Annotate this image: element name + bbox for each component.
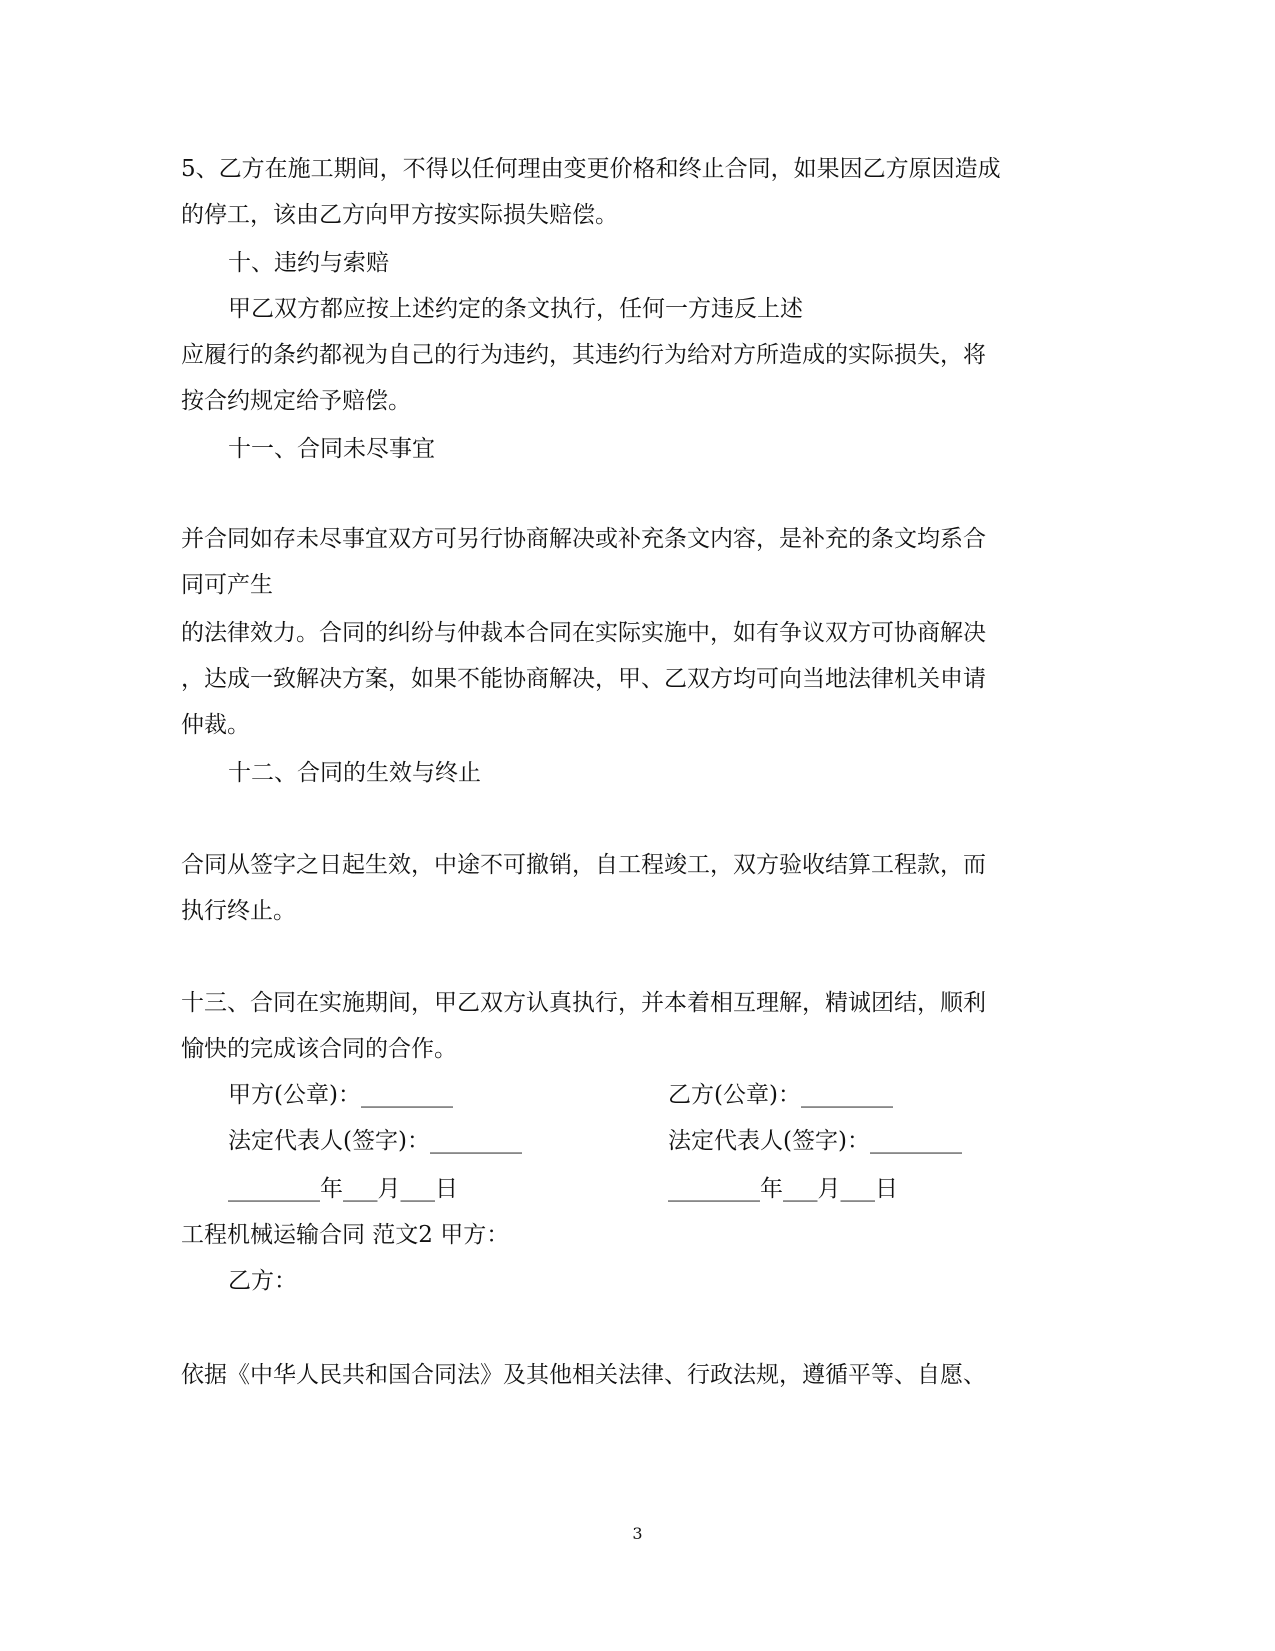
section-10-para-line-1: 甲乙双方都应按上述约定的条文执行，任何一方违反上述 <box>228 296 803 322</box>
clause-5-line-2: 的停工，该由乙方向甲方按实际损失赔偿。 <box>181 202 618 228</box>
section-11-para-line-5: 仲裁。 <box>181 712 250 738</box>
section-10-heading: 十、违约与索赔 <box>228 250 389 276</box>
section-12-heading: 十二、合同的生效与终止 <box>228 760 481 786</box>
party-b-seal: 乙方(公章)：________ <box>668 1082 893 1108</box>
section-11-para-line-4: ，达成一致解决方案，如果不能协商解决，甲、乙双方均可向当地法律机关申请 <box>181 666 986 692</box>
sample-2-first-line: 依据《中华人民共和国合同法》及其他相关法律、行政法规，遵循平等、自愿、 <box>181 1362 986 1388</box>
sample-2-title-line: 工程机械运输合同 范文2 甲方： <box>181 1222 510 1248</box>
section-12-para-line-1: 合同从签字之日起生效，中途不可撤销，自工程竣工，双方验收结算工程款，而 <box>181 852 986 878</box>
section-11-para-line-2: 同可产生 <box>181 572 273 598</box>
sample-2-party-b: 乙方： <box>228 1268 297 1294</box>
section-11-heading: 十一、合同未尽事宜 <box>228 436 435 462</box>
section-12-para-line-2: 执行终止。 <box>181 898 296 924</box>
section-10-para-line-2: 应履行的条约都视为自己的行为违约，其违约行为给对方所造成的实际损失，将 <box>181 342 986 368</box>
section-13-line-2: 愉快的完成该合同的合作。 <box>181 1036 457 1062</box>
party-b-date: ________年___月___日 <box>668 1176 898 1202</box>
clause-5-line-1: 5、乙方在施工期间，不得以任何理由变更价格和终止合同，如果因乙方原因造成 <box>181 156 1001 182</box>
section-13-line-1: 十三、合同在实施期间，甲乙双方认真执行，并本着相互理解，精诚团结，顺利 <box>181 990 986 1016</box>
section-11-para-line-1: 并合同如存未尽事宜双方可另行协商解决或补充条文内容，是补充的条文均系合 <box>181 526 986 552</box>
party-a-representative: 法定代表人(签字)：________ <box>228 1128 522 1154</box>
party-a-seal: 甲方(公章)：________ <box>228 1082 453 1108</box>
party-b-representative: 法定代表人(签字)：________ <box>668 1128 962 1154</box>
page-number: 3 <box>632 1524 643 1543</box>
section-10-para-line-3: 按合约规定给予赔偿。 <box>181 388 411 414</box>
party-a-date: ________年___月___日 <box>228 1176 458 1202</box>
section-11-para-line-3: 的法律效力。合同的纠纷与仲裁本合同在实际实施中，如有争议双方可协商解决 <box>181 620 986 646</box>
